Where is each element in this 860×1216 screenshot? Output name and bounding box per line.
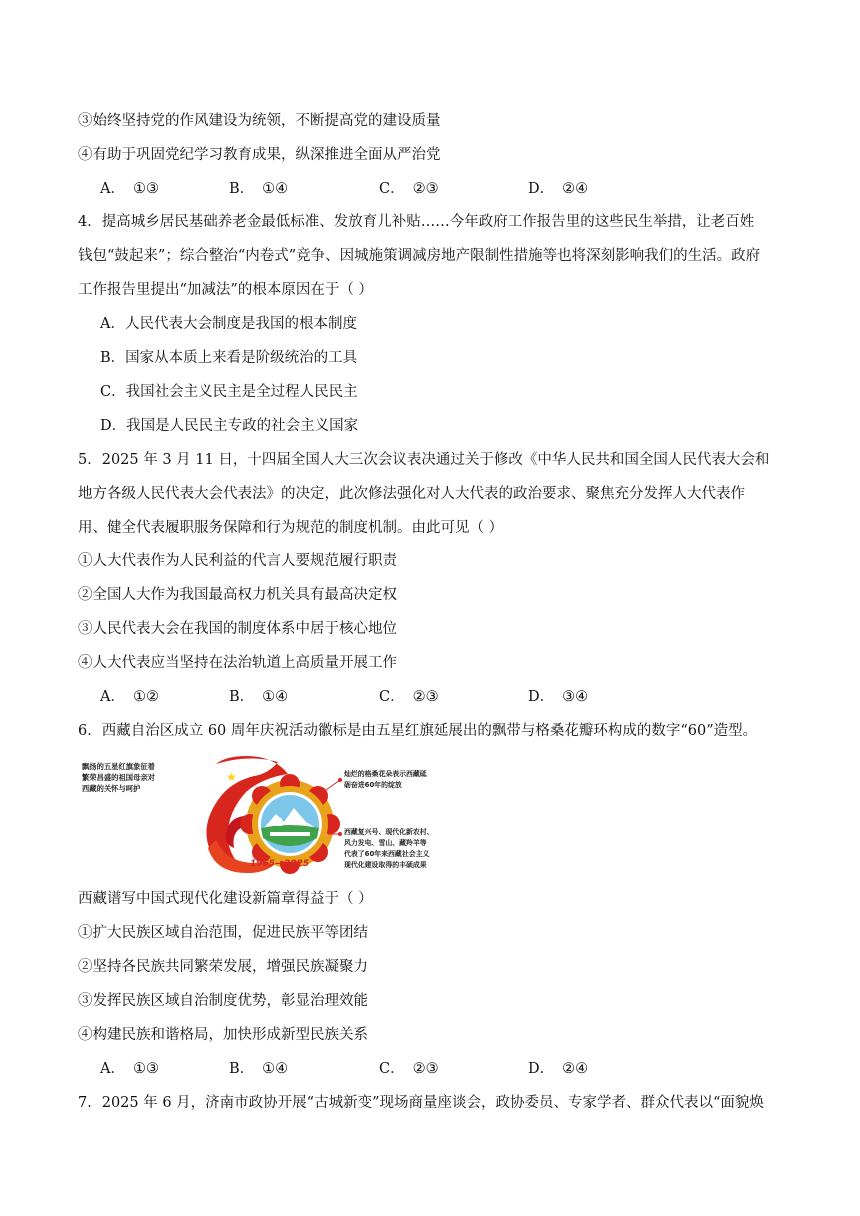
q6-option-d[interactable]: D． ②④ <box>528 1061 589 1077</box>
bottom-right-caption-line-2: 风力发电、雪山、藏羚羊等 <box>344 839 427 847</box>
tibet-60th-anniversary-emblem-figure <box>78 752 463 877</box>
house-icon <box>276 818 282 826</box>
q5-statement-4: ④人大代表应当坚持在法治轨道上高质量开展工作 <box>78 655 397 671</box>
q5-option-a[interactable]: A． ①② <box>100 689 159 705</box>
q5-option-c[interactable]: C． ②③ <box>379 689 439 705</box>
q6-question: 西藏谱写中国式现代化建设新篇章得益于（ ） <box>78 891 373 907</box>
q4-stem-line-3: 工作报告里提出“加减法”的根本原因在于（ ） <box>78 282 373 298</box>
q6-statement-3: ③发挥民族区域自治制度优势，彰显治理效能 <box>78 993 368 1009</box>
q5-stem-line-2: 地方各级人民代表大会代表法》的决定，此次修法强化对人大代表的政治要求、聚焦充分发挥人大代表作 <box>78 486 745 502</box>
q4-choice-a[interactable]: A．人民代表大会制度是我国的根本制度 <box>100 316 357 332</box>
q3-option-d[interactable]: D． ②④ <box>528 181 589 197</box>
bottom-right-caption-line-3: 代表了60年来西藏社会主义 <box>344 850 430 858</box>
gold-star-icon: ★ <box>226 770 237 784</box>
years-label: 1965—2025 <box>250 859 310 869</box>
q5-option-d[interactable]: D． ③④ <box>528 689 589 705</box>
q5-statement-3: ③人民代表大会在我国的制度体系中居于核心地位 <box>78 621 397 637</box>
q6-statement-1: ①扩大民族区域自治范围，促进民族平等团结 <box>78 925 368 941</box>
q6-option-a[interactable]: A． ①③ <box>100 1061 159 1077</box>
top-right-caption-line-2: 砺奋进60年的绽放 <box>344 781 402 789</box>
q6-statement-4: ④构建民族和谐格局，加快形成新型民族关系 <box>78 1027 368 1043</box>
q3-option-a[interactable]: A． ①③ <box>100 181 159 197</box>
q4-choice-d[interactable]: D．我国是人民民主专政的社会主义国家 <box>100 418 359 434</box>
q3-statement-4: ④有助于巩固党纪学习教育成果，纵深推进全面从严治党 <box>78 147 441 163</box>
q4-choice-b[interactable]: B．国家从本质上来看是阶级统治的工具 <box>100 350 358 366</box>
left-caption-line-2: 繁荣昌盛的祖国母亲对 <box>82 773 155 782</box>
q7-stem-line-1: 7．2025 年 6 月，济南市政协开展“古城新变”现场商量座谈会，政协委员、专家学者、群众代表以“面貌焕 <box>78 1095 764 1111</box>
q4-choice-c[interactable]: C．我国社会主义民主是全过程人民民主 <box>100 384 358 400</box>
left-caption-line-3: 西藏的关怀与呵护 <box>82 784 141 793</box>
q5-statement-2: ②全国人大作为我国最高权力机关具有最高决定权 <box>78 587 397 603</box>
train-icon <box>270 832 310 836</box>
q4-stem-line-1: 4．提高城乡居民基础养老金最低标准、发放育儿补贴……今年政府工作报告里的这些民生举措，让老百姓 <box>78 214 755 230</box>
q5-statement-1: ①人大代表作为人民利益的代言人要规范履行职责 <box>78 553 397 569</box>
q3-option-b[interactable]: B． ①④ <box>229 181 289 197</box>
q4-stem-line-2: 钱包“鼓起来”；综合整治“内卷式”竞争、因城施策调减房地产限制性措施等也将深刻影响我们的生活。政府 <box>78 248 761 264</box>
q5-option-b[interactable]: B． ①④ <box>229 689 289 705</box>
q3-statement-3: ③始终坚持党的作风建设为统领，不断提高党的建设质量 <box>78 113 441 129</box>
q6-option-c[interactable]: C． ②③ <box>379 1061 439 1077</box>
bottom-right-caption-line-1: 西藏复兴号、现代化新农村、 <box>344 828 434 836</box>
left-caption-line-1: 飘扬的五星红旗象征着 <box>82 762 155 771</box>
bottom-right-caption-line-4: 现代化建设取得的丰硕成果 <box>344 861 427 869</box>
q6-intro: 6．西藏自治区成立 60 周年庆祝活动徽标是由五星红旗延展出的飘带与格桑花瓣环构成的数字“60”造型。 <box>78 723 758 739</box>
q6-statement-2: ②坚持各民族共同繁荣发展，增强民族凝聚力 <box>78 959 368 975</box>
q3-option-c[interactable]: C． ②③ <box>379 181 439 197</box>
top-right-caption-line-1: 灿烂的格桑花朵表示西藏砥 <box>344 770 427 778</box>
q5-stem-line-1: 5．2025 年 3 月 11 日，十四届全国人大三次会议表决通过关于修改《中华人民共和国全国人民代表大会和 <box>78 452 770 468</box>
q5-stem-line-3: 用、健全代表履职服务保障和行为规范的制度机制。由此可见（ ） <box>78 520 504 536</box>
q6-option-b[interactable]: B． ①④ <box>229 1061 289 1077</box>
